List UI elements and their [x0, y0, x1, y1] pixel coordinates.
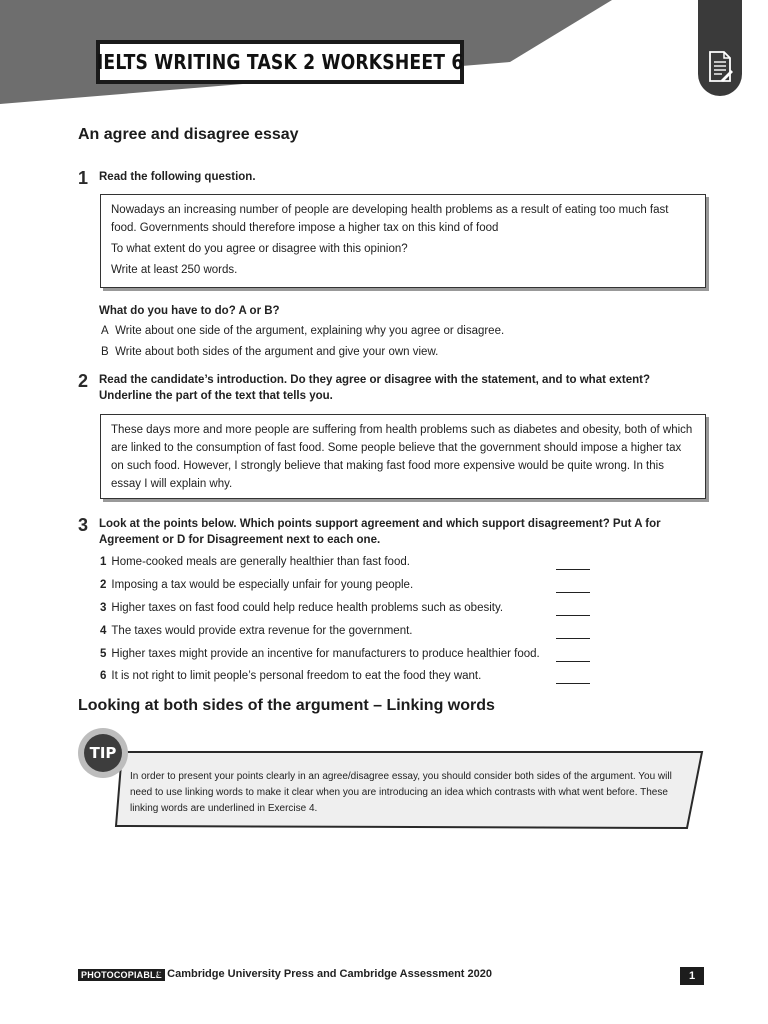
question-instruction: Read the candidate’s introduction. Do they agree or disagree with the statement, and to what extent? Underline the part of the text that tells you. — [99, 374, 651, 402]
question-number: 1 — [78, 168, 89, 188]
item-number: 3 — [100, 602, 107, 614]
candidate-introduction-text: These days more and more people are suffering from health problems such as diabetes and obesity, both of which are linked to the consumption of fast food. Some people believe that the government should impose a higher tax on such food. However, I strongly believe that making fast food more expensive would be quite wrong. In this essay I will explain why. — [111, 424, 693, 490]
option-text: Write about both sides of the argument and give your own view. — [115, 346, 439, 358]
question-number: 3 — [78, 515, 89, 535]
section-heading: Looking at both sides of the argument – Linking words — [78, 697, 495, 714]
essay-question-box — [100, 194, 706, 288]
list-item — [100, 579, 413, 591]
answer-blank[interactable] — [556, 638, 590, 639]
answer-blank[interactable] — [556, 683, 590, 684]
question-number: 2 — [78, 371, 89, 391]
option-letter: B — [101, 346, 109, 358]
candidate-introduction-box — [100, 414, 706, 499]
answer-blank[interactable] — [556, 569, 590, 570]
list-item — [100, 602, 503, 614]
item-number: 5 — [100, 648, 107, 660]
essay-question-line: To what extent do you agree or disagree with this opinion? — [111, 243, 408, 255]
item-number: 6 — [100, 670, 107, 682]
option-b — [101, 346, 438, 358]
section-heading: An agree and disagree essay — [78, 126, 299, 143]
essay-question-line: Write at least 250 words. — [111, 264, 238, 276]
list-item — [100, 625, 413, 637]
tip-badge — [78, 728, 128, 778]
item-text: Higher taxes might provide an incentive for manufacturers to produce healthier food. — [111, 648, 540, 660]
list-item — [100, 648, 540, 660]
item-number: 2 — [100, 579, 107, 591]
item-text: Home-cooked meals are generally healthier than fast food. — [111, 556, 410, 568]
document-tab — [698, 0, 742, 96]
worksheet-title-text: IELTS WRITING TASK 2 WORKSHEET 6 — [96, 50, 464, 74]
item-text: Higher taxes on fast food could help reduce health problems such as obesity. — [111, 602, 504, 614]
item-text: The taxes would provide extra revenue for the government. — [111, 625, 413, 637]
page-number: 1 — [680, 967, 704, 985]
list-item — [100, 670, 481, 682]
worksheet-title — [96, 40, 464, 84]
question-instruction: Read the following question. — [99, 171, 256, 183]
essay-question-line: Nowadays an increasing number of people are developing health problems as a result of eating too much fast food. Governments should therefore impose a higher tax on this kind of food — [111, 204, 669, 234]
tip-text: In order to present your points clearly in an agree/disagree essay, you should consider both sides of the argument. You will need to use linking words to make it clear when you are introducing an idea which contrasts with what went before. These linking words are underlined in Exercise 4. — [130, 771, 672, 814]
item-number: 1 — [100, 556, 107, 568]
option-letter: A — [101, 325, 109, 337]
answer-blank[interactable] — [556, 615, 590, 616]
answer-blank[interactable] — [556, 661, 590, 662]
answer-blank[interactable] — [556, 592, 590, 593]
option-text: Write about one side of the argument, explaining why you agree or disagree. — [115, 325, 505, 337]
photocopiable-label: PHOTOCOPIABLE — [78, 969, 165, 981]
copyright-text: © Cambridge University Press and Cambridge Assessment 2020 — [156, 968, 492, 980]
list-item — [100, 556, 410, 568]
item-text: Imposing a tax would be especially unfair for young people. — [111, 579, 414, 591]
followup-question: What do you have to do? A or B? — [99, 305, 280, 317]
option-a — [101, 325, 504, 337]
tip-badge-label: TIP — [84, 734, 122, 772]
question-instruction: Look at the points below. Which points support agreement and which support disagreement? Put A for Agreement or D for Disagreement next to each one. — [99, 518, 661, 546]
document-icon — [707, 50, 733, 84]
item-number: 4 — [100, 625, 107, 637]
item-text: It is not right to limit people’s personal freedom to eat the food they want. — [111, 670, 482, 682]
